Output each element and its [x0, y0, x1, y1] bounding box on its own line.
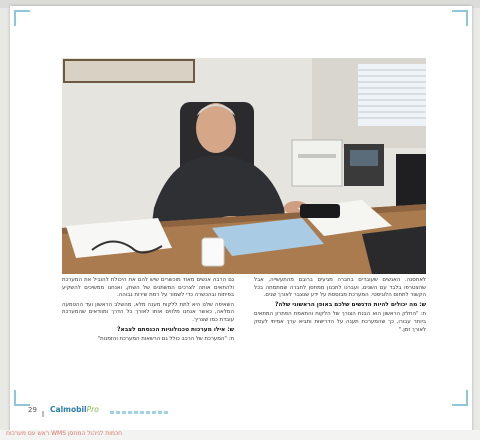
- brand-name: Calmobil: [50, 405, 87, 414]
- interview-question: ש: אילו מערכות טכנולוגיות הכנסתם לצבא?: [117, 326, 234, 333]
- crop-mark-top-right: [452, 10, 468, 26]
- footer-decoration: [110, 411, 170, 414]
- paragraph: גם הרבה אנשים מאוד מוכשרים שיש להם את היכולת להוביל את המערכת ולהתאים אותה לצרכים המשתנים של השוק, ואנחנו ממשיכים להשקיע בפיתוח ובהכשרה כדי לשמור על רמת שירות גבוהה.: [62, 277, 234, 299]
- footer-divider: [42, 411, 44, 417]
- page-footer: [28, 404, 458, 420]
- article-photo: [62, 58, 426, 274]
- brand-logo: [50, 405, 99, 414]
- article-column-right: [254, 277, 426, 397]
- article-text-columns: [62, 277, 426, 397]
- magazine-page: [10, 6, 472, 434]
- office-photo-illustration: [62, 58, 426, 274]
- next-page-text: ראש עם מערכות WMS חכמות לניהול המחסן: [6, 430, 123, 437]
- paragraph: לאחסנה. האנשים שעובדים בחברה מגיעים ברובם מהתעשייה, אבל שהצטרפו בלבד עם השנים, ועברנו לתכנון ממחסן לחברה שמתמחה בכל הקשור לתחום הלוגיסטי. המערכת מבוססת על ידע שנצבר לאורך שנים.: [254, 277, 426, 299]
- paragraph: השאיפה שלנו היא לתת ללקוח מענה מלא, מהשלב הראשון ועד ההטמעה המלאה, כאשר אנחנו מלווים אותו לאורך כל הדרך ומוודאים שהמערכת עובדת כמו שצריך.: [62, 301, 234, 323]
- crop-mark-top-left: [14, 10, 30, 26]
- paragraph: ת: "המערכת של הרכב כולל גם הרשאות המערכת והזמנות": [97, 336, 234, 343]
- paragraph: ת: "החלק הראשון הוא הבנת הצורך של הלקוח והתאמת הפתרון המתאים ביותר עבורו, כך שהמערכת תענה על הדרישות ותביא ערך אמיתי לעסק לאורך זמן.": [254, 311, 426, 333]
- brand-suffix: Pro: [86, 405, 99, 414]
- interview-question: ש: מה יכולים להיות הדגשים שלכם באופן הראשוני שלה?: [275, 301, 426, 308]
- article-column-left: [62, 277, 234, 397]
- page-number: 29: [28, 406, 37, 414]
- next-page-preview: [0, 430, 480, 440]
